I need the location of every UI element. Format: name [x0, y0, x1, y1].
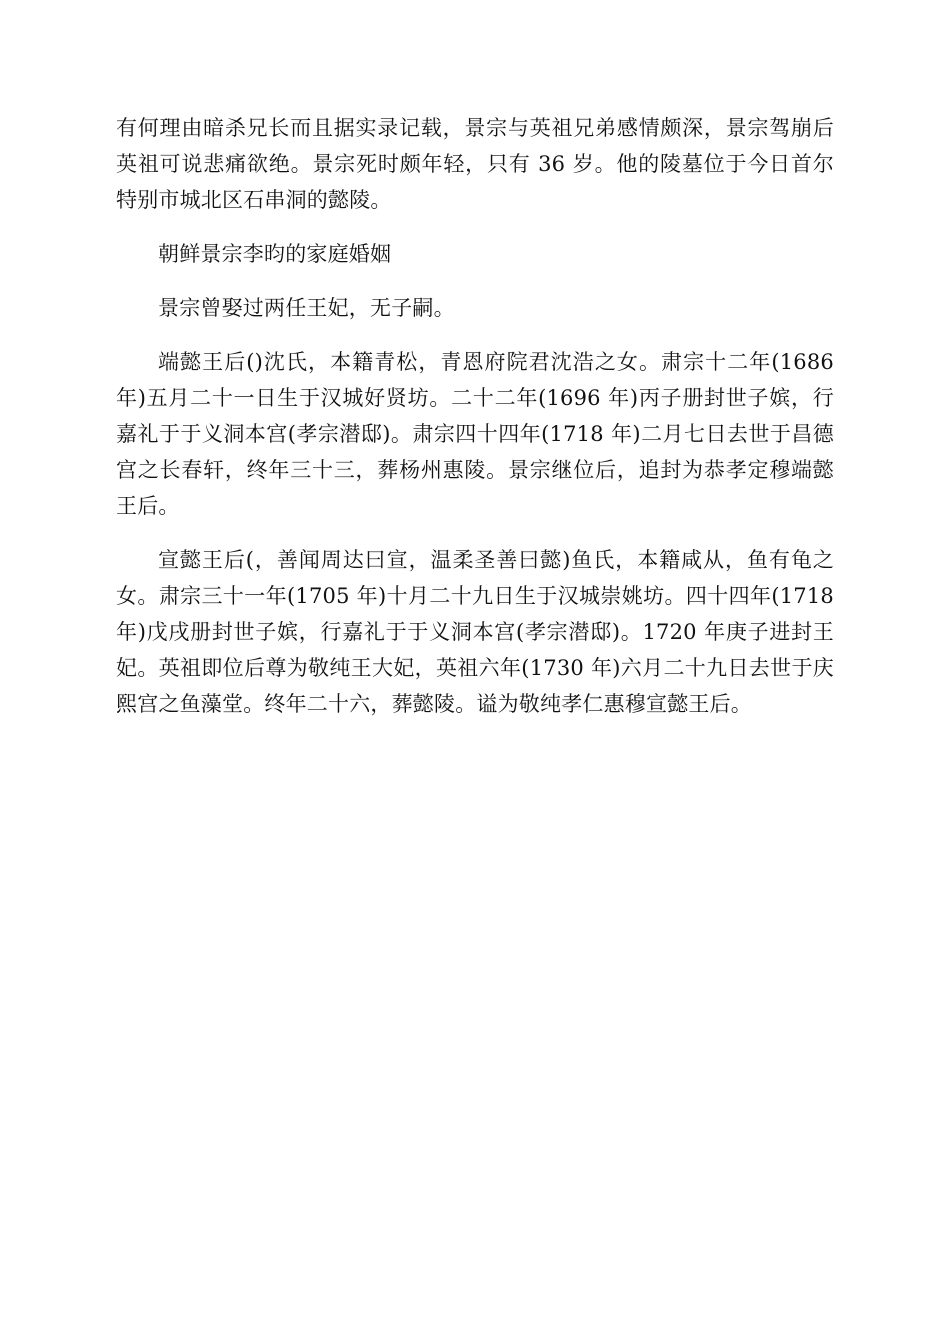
paragraph-marriages: 景宗曾娶过两任王妃，无子嗣。	[158, 296, 455, 320]
paragraph-queen-danui: 端懿王后()沈氏，本籍青松，青恩府院君沈浩之女。肃宗十二年(1686 年)五月二十一日生于汉城好贤坊。二十二年(1696 年)丙子册封世子嫔，行嘉礼于于义洞本宫(孝宗潜邸)。肃宗四十四年(1718 年)二月七日去世于昌德宫之长春轩，终年三十三，葬杨州惠陵。景宗继位后，追封为恭孝定穆端懿王后。	[116, 350, 834, 518]
paragraph-queen-seonui: 宣懿王后(，善闻周达曰宣，温柔圣善曰懿)鱼氏，本籍咸从，鱼有龟之女。肃宗三十一年(1705 年)十月二十九日生于汉城崇姚坊。四十四年(1718 年)戊戌册封世子嫔，行嘉礼于于义洞本宫(孝宗潜邸)。1720 年庚子进封王妃。英祖即位后尊为敬纯王大妃，英祖六年(1730 年)六月二十九日去世于庆熙宫之鱼藻堂。终年二十六，葬懿陵。谥为敬纯孝仁惠穆宣懿王后。	[116, 548, 834, 716]
section-heading: 朝鲜景宗李昀的家庭婚姻	[158, 242, 392, 266]
paragraph-continuation: 有何理由暗杀兄长而且据实录记载，景宗与英祖兄弟感情颇深，景宗驾崩后英祖可说悲痛欲绝。景宗死时颇年轻，只有 36 岁。他的陵墓位于今日首尔特别市城北区石串洞的懿陵。	[116, 116, 834, 212]
document-page	[116, 110, 834, 740]
